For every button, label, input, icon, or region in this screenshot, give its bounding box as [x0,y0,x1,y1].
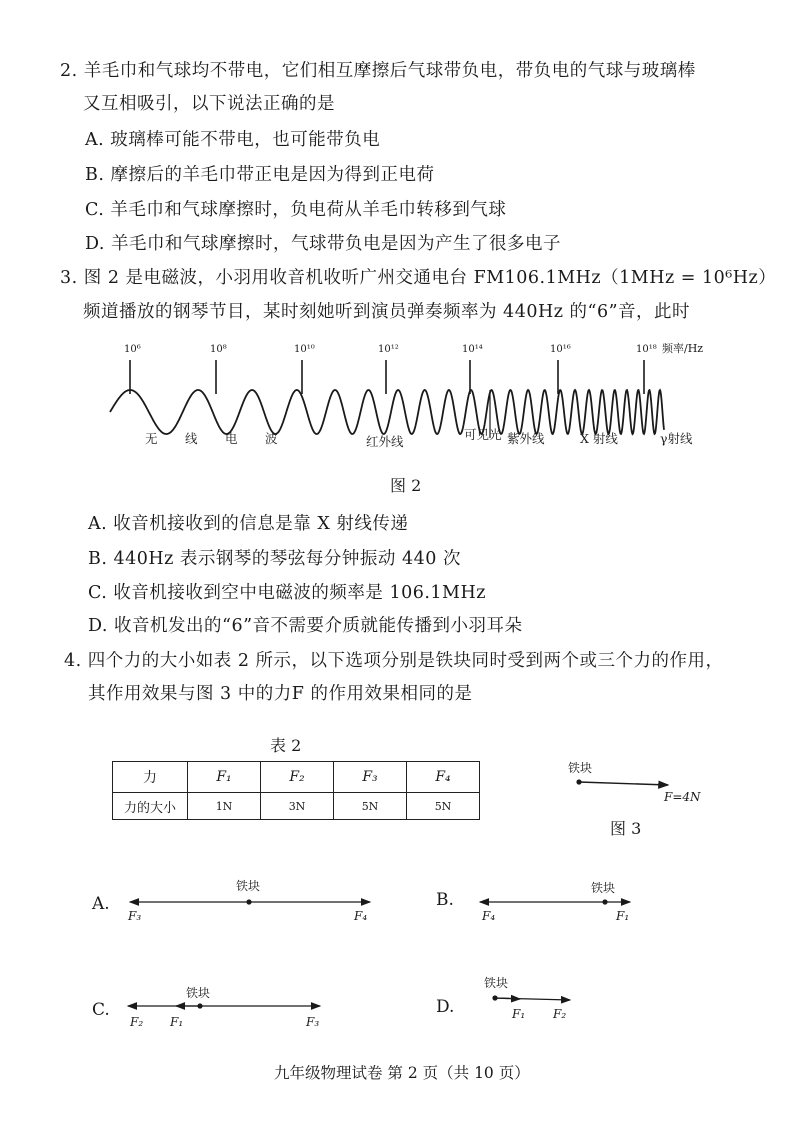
choice-d-diagram [436,975,570,1021]
band-xray: X 射线 [580,431,618,446]
choice-diagrams [0,870,794,1050]
force-label: F₂ [130,1015,144,1029]
table-cell: 3N [261,793,334,820]
choice-a-diagram [91,878,370,923]
q2-stem-line1: 2. 羊毛巾和气球均不带电，它们相互摩擦后气球带负电，带负电的气球与玻璃棒 [60,61,696,81]
iron-block-label: 铁块 [236,879,261,893]
forces-table [112,761,480,820]
band-visible: 可见光 [464,427,502,442]
q3-option-b: B. 440Hz 表示钢琴的琴弦每分钟振动 440 次 [88,549,461,569]
figure-3-caption: 图 3 [610,819,642,838]
band-ultraviolet: 紫外线 [507,431,545,446]
tick-label: 10¹⁸ [636,344,657,355]
table-cell: 1N [188,793,261,820]
axis-label: 频率/Hz [662,342,704,355]
table-header-cell: F₂ [261,762,334,793]
choice-c-diagram [92,985,320,1029]
force-label: F₁ [170,1015,184,1029]
choice-b-diagram [436,880,630,923]
force-label: F₁ [512,1007,526,1021]
q4-stem-line2: 其作用效果与图 3 中的力F 的作用效果相同的是 [88,684,473,704]
tick-label: 10⁸ [210,344,227,355]
tick-label: 10¹⁰ [294,344,315,355]
choice-d-letter: D. [436,997,455,1017]
band-infrared: 红外线 [366,434,404,449]
q2-option-d: D. 羊毛巾和气球摩擦时，气球带负电是因为产生了很多电子 [85,234,562,254]
q2-stem-line2: 又互相吸引，以下说法正确的是 [83,94,335,114]
force-label: F₄ [482,909,496,923]
figure-2-caption: 图 2 [390,476,422,495]
q2-option-b: B. 摩擦后的羊毛巾带正电是因为得到正电荷 [85,165,435,185]
table-header-cell: F₄ [407,762,480,793]
table-2-caption: 表 2 [270,736,302,755]
tick-label: 10¹² [378,344,399,355]
force-label: F₁ [616,909,630,923]
band-radio-char: 电 [225,431,238,446]
table-header-cell: F₁ [188,762,261,793]
q3-option-c: C. 收音机接收到空中电磁波的频率是 106.1MHz [88,583,486,603]
q3-option-d: D. 收音机发出的“6”音不需要介质就能传播到小羽耳朵 [88,616,523,636]
q3-option-a: A. 收音机接收到的信息是靠 X 射线传递 [88,514,409,534]
force-f-arrow [579,782,668,785]
force-label: F₂ [553,1007,567,1021]
band-radio-char: 波 [265,431,278,446]
page-footer: 九年级物理试卷 第 2 页（共 10 页） [274,1064,530,1082]
iron-block-label: 铁块 [484,976,509,990]
band-labels [145,427,693,449]
frequency-ticks [124,341,703,394]
table-cell: 力的大小 [113,793,188,820]
table-header-cell: 力 [113,762,188,793]
iron-block-label: 铁块 [186,986,211,1000]
force-f-label: F=4N [664,790,701,804]
q4-stem-line1: 4. 四个力的大小如表 2 所示，以下选项分别是铁块同时受到两个或三个力的作用， [64,651,724,671]
figure-3-diagram [560,755,720,805]
tick-label: 10¹⁶ [550,344,571,355]
force-label: F₃ [306,1015,320,1029]
q3-stem-line2: 频道播放的钢琴节目，某时刻她听到演员弹奏频率为 440Hz 的“6”音，此时 [83,302,691,322]
band-radio-char: 无 [145,431,158,446]
iron-block-label: 铁块 [568,761,593,775]
band-radio-char: 线 [185,431,198,446]
tick-label: 10⁶ [124,344,141,355]
iron-block-label: 铁块 [591,881,616,895]
table-cell: 5N [407,793,480,820]
q3-stem-line1: 3. 图 2 是电磁波，小羽用收音机收听广州交通电台 FM106.1MHz（1MHz = 10⁶Hz） [60,268,777,288]
force-label: F₄ [354,909,368,923]
q2-option-c: C. 羊毛巾和气球摩擦时，负电荷从羊毛巾转移到气球 [85,200,507,220]
band-gamma: γ射线 [660,431,693,446]
tick-label: 10¹⁴ [462,344,483,355]
q2-option-a: A. 玻璃棒可能不带电，也可能带负电 [85,130,381,150]
table-header-row [113,762,480,793]
choice-b-letter: B. [436,890,454,910]
table-cell: 5N [334,793,407,820]
choice-a-letter: A. [92,894,110,914]
table-row [113,793,480,820]
force-label: F₃ [128,909,142,923]
table-header-cell: F₃ [334,762,407,793]
em-wave-curve [110,390,664,434]
em-spectrum-figure [0,330,794,460]
choice-c-letter: C. [92,1000,110,1020]
